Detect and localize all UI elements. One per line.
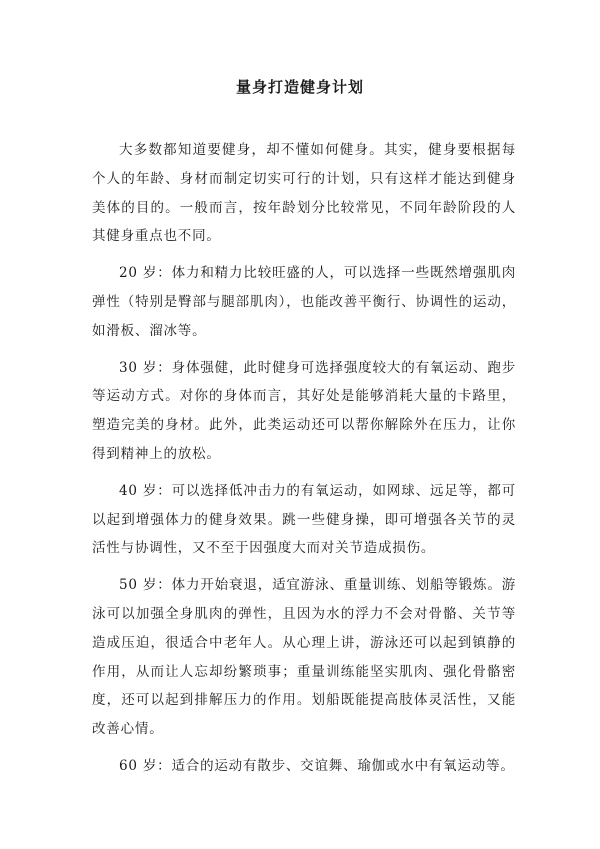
page-title: 量身打造健身计划	[235, 78, 364, 96]
paragraph-age-60: 60 岁：适合的运动有散步、交谊舞、瑜伽或水中有氧运动等。	[119, 757, 515, 774]
paragraph-age-50: 50 岁：体力开始衰退，适宜游泳、重量训练、划船等锻炼。游泳可以加强全身肌肉的弹性，且因为水的浮力不会对骨骼、关节等造成压迫，很适合中老年人。从心理上讲，游泳还可以起到镇静的作用，从而让人忘却纷繁琐事；重量训练能坚实肌肉、强化骨骼密度，还可以起到排解压力的作用。划船既能提高肢体灵活性，又能改善心情。	[92, 577, 516, 738]
paragraph-age-20: 20 岁：体力和精力比较旺盛的人，可以选择一些既然增强肌肉弹性（特别是臀部与腿部肌肉），也能改善平衡行、协调性的运动，如滑板、溜冰等。	[92, 265, 516, 339]
paragraph-age-40: 40 岁：可以选择低冲击力的有氧运动，如网球、远足等，都可以起到增强体力的健身效果。跳一些健身操，即可增强各关节的灵活性与协调性，又不至于因强度大而对关节造成损伤。	[92, 482, 516, 557]
paragraph-age-30: 30 岁：身体强健，此时健身可选择强度较大的有氧运动、跑步等运动方式。对你的身体而言，其好处是能够消耗大量的卡路里，塑造完美的身材。此外，此类运动还可以帮你解除外在压力，让你得到精神上的放松。	[92, 359, 516, 462]
document-body	[92, 136, 516, 789]
paragraph-intro: 大多数都知道要健身，却不懂如何健身。其实，健身要根据每个人的年龄、身材而制定切实可行的计划，只有这样才能达到健身美体的目的。一般而言，按年龄划分比较常见，不同年龄阶段的人其健身重点也不同。	[92, 142, 516, 245]
